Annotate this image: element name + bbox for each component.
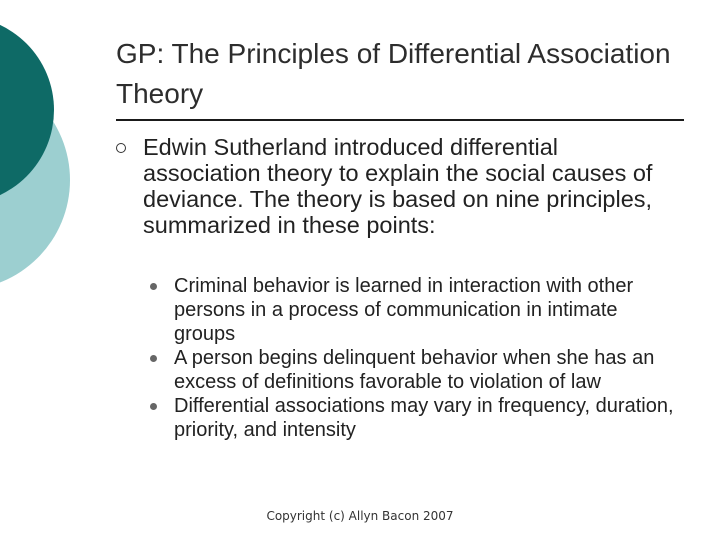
title-divider [116, 119, 684, 121]
hollow-bullet-icon [116, 143, 126, 153]
slide-title: GP: The Principles of Differential Association Theory [116, 38, 671, 109]
main-bullet-text: Edwin Sutherland introduced differential association theory to explain the social causes of deviance. The theory is based on nine principles, summarized in these points: [143, 134, 653, 238]
bullet-dot-icon [150, 403, 157, 410]
sub-bullet-text: Differential associations may vary in frequency, duration, priority, and intensity [174, 395, 674, 441]
bullet-dot-icon [150, 355, 157, 362]
sub-bullet-list [174, 274, 684, 442]
decorative-teal-circles [0, 0, 100, 300]
copyright-footer [0, 509, 720, 523]
sub-bullet-text: A person begins delinquent behavior when she has an excess of definitions favorable to violation of law [174, 347, 655, 393]
sub-bullet-item [174, 346, 684, 394]
sub-bullet-item [174, 394, 684, 442]
bullet-dot-icon [150, 283, 157, 290]
footer-text: Copyright (c) Allyn Bacon 2007 [266, 509, 454, 523]
sub-bullet-text: Criminal behavior is learned in interaction with other persons in a process of communication in intimate groups [174, 275, 634, 345]
sub-bullet-item [174, 274, 684, 346]
